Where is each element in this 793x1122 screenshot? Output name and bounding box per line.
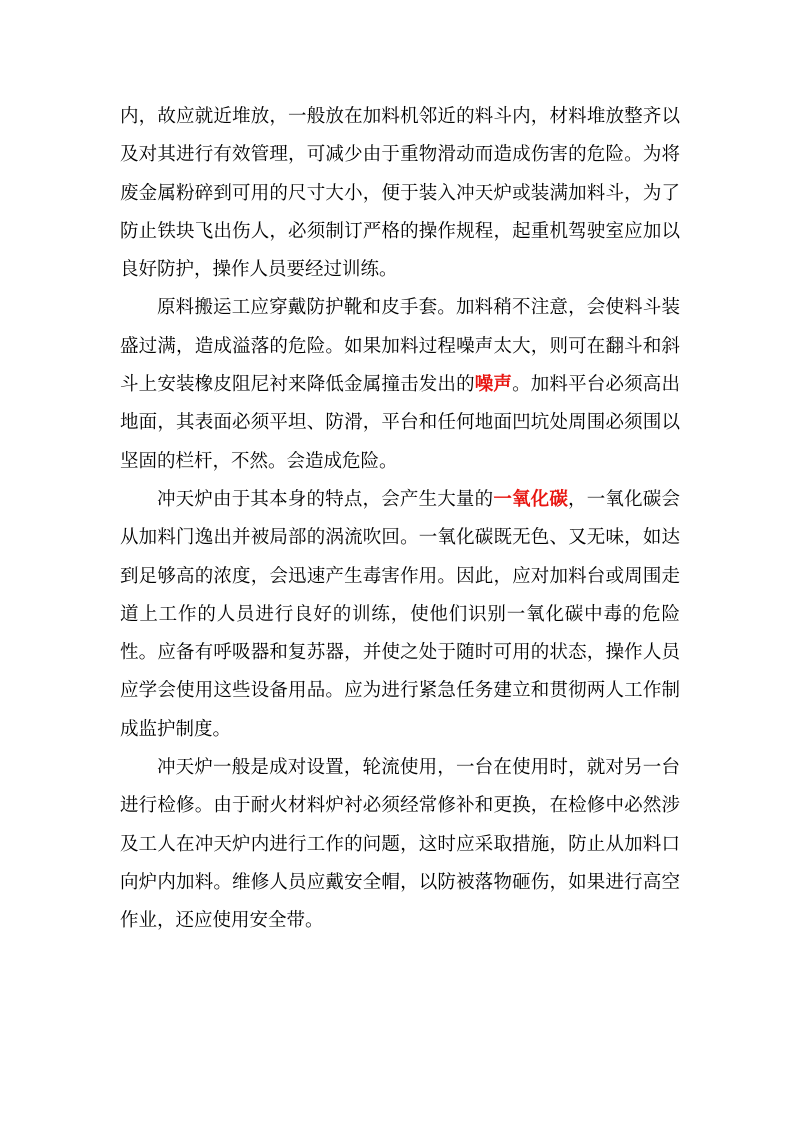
paragraph-2-text-a: 原料搬运工应穿戴防护靴和皮手套。加料稍不注意，会使料斗装盛过满，造成溢落的危险。如果加料过程噪声太大，则可在翻斗和斜斗上安装橡皮阻尼衬来降低金属撞击发出的 <box>120 297 680 396</box>
paragraph-1 <box>120 98 680 289</box>
document-body <box>120 98 680 941</box>
paragraph-3-text-b: ，一氧化碳会从加料门逸出并被局部的涡流吹回。一氧化碳既无色、又无味，如达到足够高的浓度，会迅速产生毒害作用。因此，应对加料台或周围走道上工作的人员进行良好的训练，使他们识别一氧化碳中毒的危险性。应备有呼吸器和复苏器，并使之处于随时可用的状态，操作人员应学会使用这些设备用品。应为进行紧急任务建立和贯彻两人工作制成监护制度。 <box>120 488 680 740</box>
highlight-term-noise: 噪声 <box>474 374 513 396</box>
paragraph-2 <box>120 289 680 480</box>
paragraph-3-text-a: 冲天炉由于其本身的特点，会产生大量的 <box>157 488 494 510</box>
paragraph-2-text-b: 。加料平台必须高出地面，其表面必须平坦、防滑，平台和任何地面凹坑处周围必须围以坚固的栏杆，不然。会造成危险。 <box>120 374 680 472</box>
paragraph-1-text: 内，故应就近堆放，一般放在加料机邻近的料斗内，材料堆放整齐以及对其进行有效管理，可减少由于重物滑动而造成伤害的危险。为将废金属粉碎到可用的尺寸大小，便于装入冲天炉或装满加料斗，为了防止铁块飞出伤人，必须制订严格的操作规程，起重机驾驶室应加以良好防护，操作人员要经过训练。 <box>120 106 680 281</box>
paragraph-4-text: 冲天炉一般是成对设置，轮流使用，一台在使用时，就对另一台进行检修。由于耐火材料炉衬必须经常修补和更换，在检修中必然涉及工人在冲天炉内进行工作的问题，这时应采取措施，防止从加料口向炉内加料。维修人员应戴安全帽，以防被落物砸伤，如果进行高空作业，还应使用安全带。 <box>120 757 680 932</box>
paragraph-4 <box>120 749 680 940</box>
highlight-term-carbon-monoxide: 一氧化碳 <box>493 488 569 510</box>
paragraph-3 <box>120 481 680 749</box>
